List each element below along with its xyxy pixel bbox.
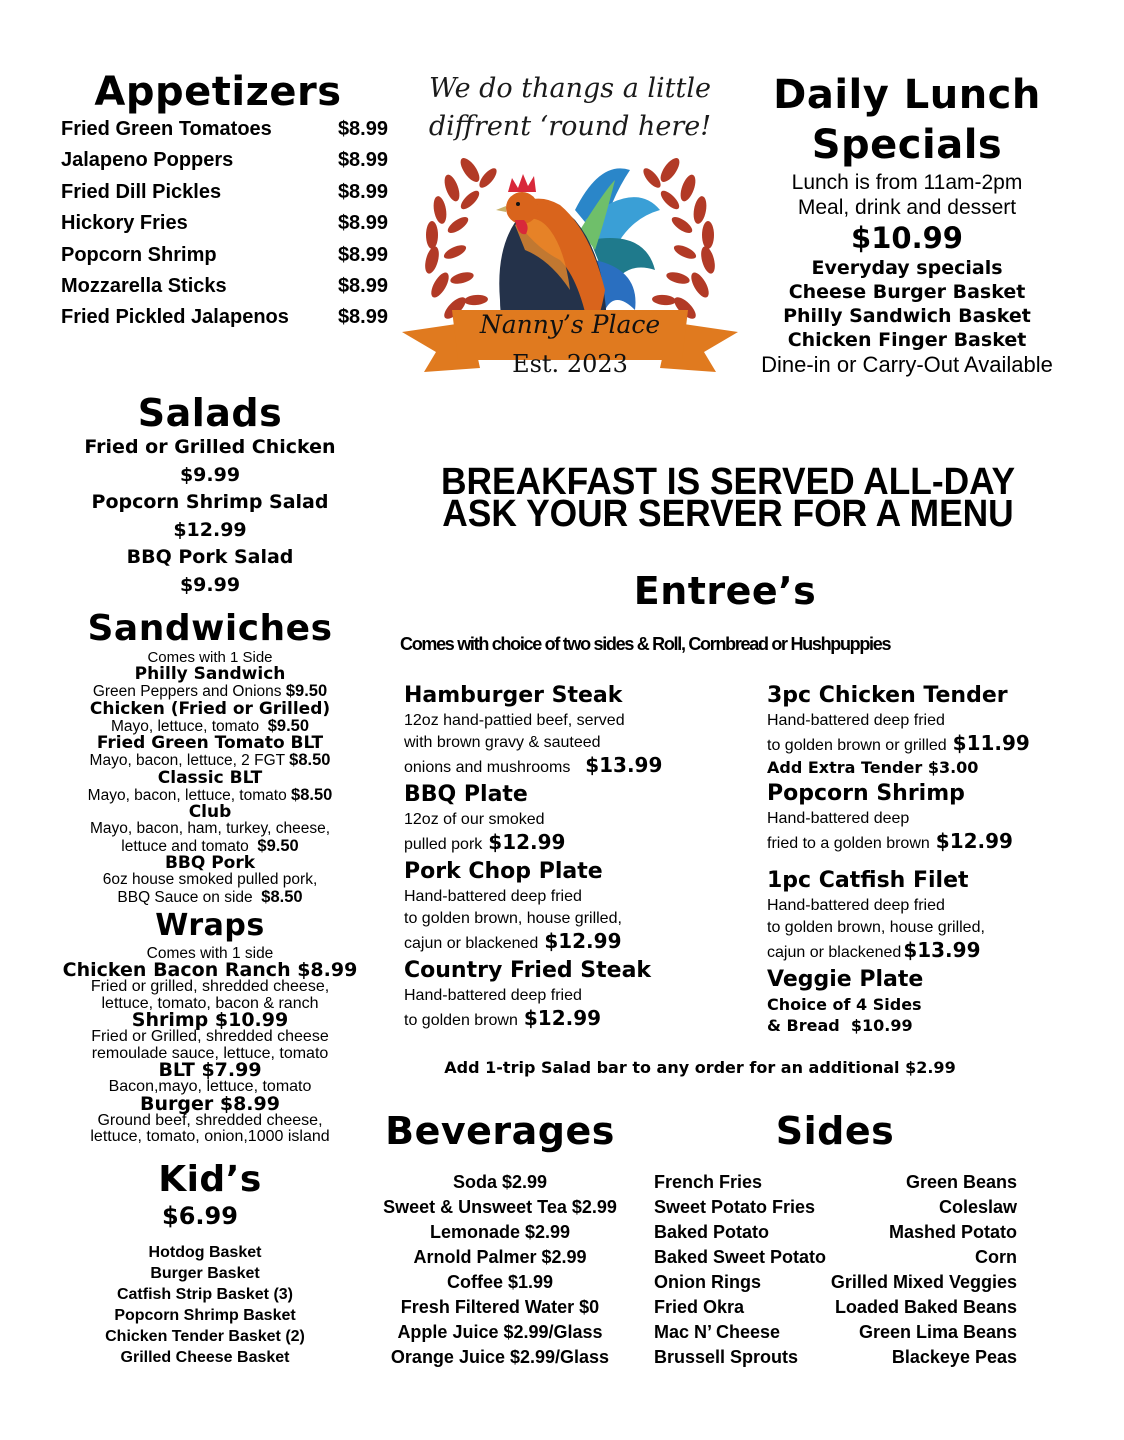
wrap-desc: lettuce, tomato, bacon & ranch <box>101 994 319 1012</box>
beverage-item: Arnold Palmer $2.99 <box>413 1247 587 1267</box>
special-item: Chicken Finger Basket <box>787 329 1027 351</box>
entree-desc: onions and mushrooms $13.99 <box>404 753 663 777</box>
sides-row <box>654 1245 1017 1270</box>
sides-section <box>654 1170 1017 1370</box>
sandwich-desc: BBQ Sauce on side $8.50 <box>117 887 303 906</box>
entree-name: Popcorn Shrimp <box>767 781 965 806</box>
side-item: Grilled Mixed Veggies <box>830 1272 1017 1292</box>
salads-title: Salads <box>137 391 283 435</box>
salad-name: Popcorn Shrimp Salad <box>91 491 329 513</box>
special-item: Philly Sandwich Basket <box>783 305 1031 327</box>
wrap-desc: lettuce, tomato, onion,1000 island <box>90 1128 330 1145</box>
sides-row <box>654 1270 1017 1295</box>
kids-item: Chicken Tender Basket (2) <box>105 1328 305 1345</box>
beverage-item: Apple Juice $2.99/Glass <box>397 1322 603 1342</box>
entree-extra: Add Extra Tender $3.00 <box>767 758 979 777</box>
sandwich-desc: Mayo, lettuce, tomato $9.50 <box>110 716 310 735</box>
sandwich-price: $8.50 <box>289 751 331 769</box>
beverage-item: Orange Juice $2.99/Glass <box>390 1347 610 1367</box>
side-item: French Fries <box>654 1172 763 1192</box>
item-name: Fried Green Tomatoes <box>61 118 272 140</box>
wraps-note: Comes with 1 side <box>146 945 274 962</box>
entree-desc: to golden brown or grilled $11.99 <box>767 731 1030 755</box>
side-item: Mac N’ Cheese <box>654 1322 781 1342</box>
salad-price: $9.99 <box>179 463 241 486</box>
wrap-desc: remoulade sauce, lettuce, tomato <box>91 1044 329 1062</box>
lunch-price: $10.99 <box>851 221 963 255</box>
sandwich-name: Classic BLT <box>157 767 263 788</box>
item-price: $8.99 <box>337 275 388 298</box>
menu-item <box>58 302 388 333</box>
lunch-title-2: Specials <box>811 122 1003 168</box>
entree-desc: Hand-battered deep fried <box>767 712 945 729</box>
entrees-right-column <box>767 682 1124 1038</box>
wraps-title: Wraps <box>155 908 265 943</box>
entree-desc: & Bread $10.99 <box>767 1016 913 1035</box>
kids-item: Popcorn Shrimp Basket <box>114 1307 296 1324</box>
sandwiches-note: Comes with 1 Side <box>147 649 273 666</box>
entree-item <box>404 781 764 856</box>
specials-label: Everyday specials <box>811 257 1003 279</box>
entrees-title: Entree’s <box>633 569 817 613</box>
kids-item: Catfish Strip Basket (3) <box>116 1286 294 1303</box>
entree-desc: Hand-battered deep <box>767 810 910 827</box>
item-price: $8.99 <box>337 149 388 172</box>
entree-desc: to golden brown, house grilled, <box>767 919 985 936</box>
sandwich-price: $9.50 <box>285 682 328 700</box>
salad-name: BBQ Pork Salad <box>126 546 294 568</box>
entree-desc: Choice of 4 Sides <box>767 995 922 1014</box>
side-item: Onion Rings <box>654 1272 761 1292</box>
lunch-specials-section <box>742 70 1072 377</box>
sides-row <box>654 1195 1017 1220</box>
beverage-item: Sweet & Unsweet Tea $2.99 <box>383 1197 617 1217</box>
wrap-name: Burger $8.99 <box>140 1092 280 1115</box>
beverage-item: Soda $2.99 <box>452 1172 548 1192</box>
item-name: Hickory Fries <box>61 212 188 235</box>
side-item: Brussell Sprouts <box>654 1347 799 1367</box>
sandwiches-title: Sandwiches <box>87 608 333 649</box>
entree-price: $12.99 <box>935 829 1013 853</box>
entree-price: $12.99 <box>523 1006 602 1030</box>
logo-tagline-1: We do thangs a little <box>429 73 711 104</box>
sandwich-desc: lettuce and tomato $9.50 <box>121 836 299 855</box>
beverages-title: Beverages <box>385 1109 615 1153</box>
wrap-name: BLT $7.99 <box>158 1059 262 1081</box>
menu-item <box>58 240 388 271</box>
item-price: $8.99 <box>337 212 388 235</box>
salads-section <box>40 392 380 599</box>
beverage-item: Fresh Filtered Water $0 <box>400 1297 600 1317</box>
sandwich-name: Chicken (Fried or Grilled) <box>89 698 331 719</box>
entree-item <box>767 867 1124 964</box>
restaurant-logo <box>400 70 740 390</box>
kids-section <box>60 1160 350 1368</box>
beverages-section <box>355 1170 645 1370</box>
entree-name: Veggie Plate <box>767 967 924 992</box>
entree-item <box>767 780 1124 855</box>
lunch-includes: Meal, drink and dessert <box>797 196 1017 219</box>
sandwich-price: $9.50 <box>257 836 299 855</box>
entree-item <box>404 682 764 779</box>
entree-name: Hamburger Steak <box>404 683 623 708</box>
item-name: Mozzarella Sticks <box>61 275 227 298</box>
entree-desc: Hand-battered deep fried <box>767 897 945 914</box>
salad-name: Fried or Grilled Chicken <box>84 436 336 458</box>
beverage-item: Coffee $1.99 <box>446 1272 554 1292</box>
sandwich-desc: Green Peppers and Onions $9.50 <box>92 682 328 700</box>
menu-item <box>58 145 388 176</box>
entree-name: 3pc Chicken Tender <box>767 683 1008 708</box>
kids-price: $6.99 <box>162 1202 238 1230</box>
side-item: Fried Okra <box>654 1297 745 1317</box>
logo-established: Est. 2023 <box>512 350 628 378</box>
item-price: $8.99 <box>337 118 388 140</box>
sandwich-desc: Mayo, bacon, lettuce, 2 FGT $8.50 <box>89 751 331 769</box>
entree-desc: cajun or blackened $13.99 <box>767 938 981 962</box>
wrap-name: Chicken Bacon Ranch $8.99 <box>62 959 358 981</box>
entrees-left-column <box>404 682 764 1034</box>
entree-desc: cajun or blackened $12.99 <box>404 929 622 953</box>
side-item: Baked Potato <box>654 1222 770 1242</box>
sides-row <box>654 1345 1017 1370</box>
side-item: Mashed Potato <box>888 1222 1017 1242</box>
breakfast-banner <box>388 461 1068 535</box>
entree-price: $13.99 <box>903 938 981 962</box>
sides-row <box>654 1295 1017 1320</box>
salad-bar-note: Add 1-trip Salad bar to any order for an additional $2.99 <box>444 1058 956 1077</box>
entrees-note: Comes with choice of two sides & Roll, Cornbread or Hushpuppies <box>400 634 891 654</box>
sandwich-desc: Mayo, bacon, lettuce, tomato $8.50 <box>87 785 333 804</box>
salad-price: $9.99 <box>179 573 241 596</box>
kids-item: Hotdog Basket <box>148 1244 262 1261</box>
entree-price: $12.99 <box>544 929 622 953</box>
sides-row <box>654 1170 1017 1195</box>
logo-tagline-2: diffrent ‘round here! <box>428 111 712 142</box>
entree-price: $12.99 <box>488 830 566 854</box>
item-name: Fried Dill Pickles <box>61 180 222 203</box>
sandwich-name: Club <box>188 802 232 822</box>
sandwich-desc: 6oz house smoked pulled pork, <box>102 871 318 888</box>
menu-item <box>58 271 388 302</box>
sandwich-name: Fried Green Tomato BLT <box>96 733 324 753</box>
sandwich-name: BBQ Pork <box>164 853 256 873</box>
item-price: $8.99 <box>337 306 388 329</box>
item-name: Popcorn Shrimp <box>61 243 217 266</box>
side-item: Baked Sweet Potato <box>654 1247 827 1267</box>
menu-item <box>58 114 388 145</box>
entree-name: Pork Chop Plate <box>404 859 603 884</box>
appetizers-title: Appetizers <box>94 69 342 115</box>
wrap-desc: Bacon,mayo, lettuce, tomato <box>108 1078 312 1095</box>
sandwich-price: $8.50 <box>291 785 333 804</box>
salad-price: $12.99 <box>173 518 247 541</box>
wrap-desc: Ground beef, shredded cheese, <box>97 1111 323 1129</box>
breakfast-line-2: ASK YOUR SERVER FOR A MENU <box>442 493 1014 535</box>
sandwich-name: Philly Sandwich <box>134 664 286 684</box>
side-item: Green Beans <box>905 1172 1017 1192</box>
entree-name: 1pc Catfish Filet <box>767 868 969 893</box>
lunch-hours: Lunch is from 11am-2pm <box>791 171 1023 194</box>
lunch-availability: Dine-in or Carry-Out Available <box>761 352 1053 377</box>
entree-desc: to golden brown $12.99 <box>404 1006 602 1030</box>
wrap-desc: Fried or grilled, shredded cheese, <box>90 978 330 995</box>
sides-row <box>654 1320 1017 1345</box>
entree-item <box>767 682 1124 778</box>
side-item: Coleslaw <box>938 1197 1017 1217</box>
side-item: Green Lima Beans <box>858 1322 1017 1342</box>
kids-items <box>60 1242 350 1368</box>
entree-item <box>404 858 764 955</box>
sandwiches-section <box>40 608 380 906</box>
entree-name: BBQ Plate <box>404 782 528 807</box>
entree-desc: pulled pork $12.99 <box>404 830 566 854</box>
entree-price: $11.99 <box>952 731 1030 755</box>
appetizers-section <box>58 70 388 334</box>
breakfast-line-1: BREAKFAST IS SERVED ALL-DAY <box>440 461 1016 503</box>
entree-price: $13.99 <box>585 753 663 777</box>
special-item: Cheese Burger Basket <box>788 281 1026 303</box>
side-item: Sweet Potato Fries <box>654 1197 816 1217</box>
side-item: Blackeye Peas <box>891 1347 1017 1367</box>
item-name: Fried Pickled Jalapenos <box>61 306 289 329</box>
sandwich-price: $8.50 <box>261 887 303 906</box>
entree-desc: 12oz hand-pattied beef, served <box>404 712 625 729</box>
sides-title: Sides <box>775 1109 895 1153</box>
entree-desc: to golden brown, house grilled, <box>404 910 622 927</box>
lunch-title-1: Daily Lunch <box>773 72 1041 118</box>
sides-row <box>654 1220 1017 1245</box>
entree-price: $10.99 <box>850 1016 913 1035</box>
entree-desc: Hand-battered deep fried <box>404 987 582 1004</box>
sandwich-price: $9.50 <box>267 716 310 735</box>
sandwich-desc: Mayo, bacon, ham, turkey, cheese, <box>89 820 331 837</box>
item-name: Jalapeno Poppers <box>61 149 234 172</box>
menu-item <box>58 177 388 208</box>
kids-item: Burger Basket <box>150 1265 260 1282</box>
kids-title: Kid’s <box>158 1159 262 1200</box>
wrap-name: Shrimp $10.99 <box>131 1009 289 1031</box>
side-item: Loaded Baked Beans <box>834 1297 1017 1317</box>
item-price: $8.99 <box>337 243 388 266</box>
side-item: Corn <box>975 1247 1017 1267</box>
entree-name: Country Fried Steak <box>404 958 652 983</box>
menu-item <box>58 208 388 239</box>
entree-desc: with brown gravy & sauteed <box>404 734 601 751</box>
item-price: $8.99 <box>337 180 388 203</box>
wrap-desc: Fried or Grilled, shredded cheese <box>91 1028 329 1045</box>
entree-desc: Hand-battered deep fried <box>404 888 582 905</box>
logo-name: Nanny’s Place <box>479 310 661 339</box>
entree-item <box>404 957 764 1032</box>
kids-item: Grilled Cheese Basket <box>120 1349 290 1366</box>
entree-item <box>767 966 1124 1036</box>
beverage-item: Lemonade $2.99 <box>429 1222 571 1242</box>
entree-desc: 12oz of our smoked <box>404 811 545 828</box>
wraps-section <box>40 906 380 1146</box>
entree-desc: fried to a golden brown $12.99 <box>767 829 1013 853</box>
